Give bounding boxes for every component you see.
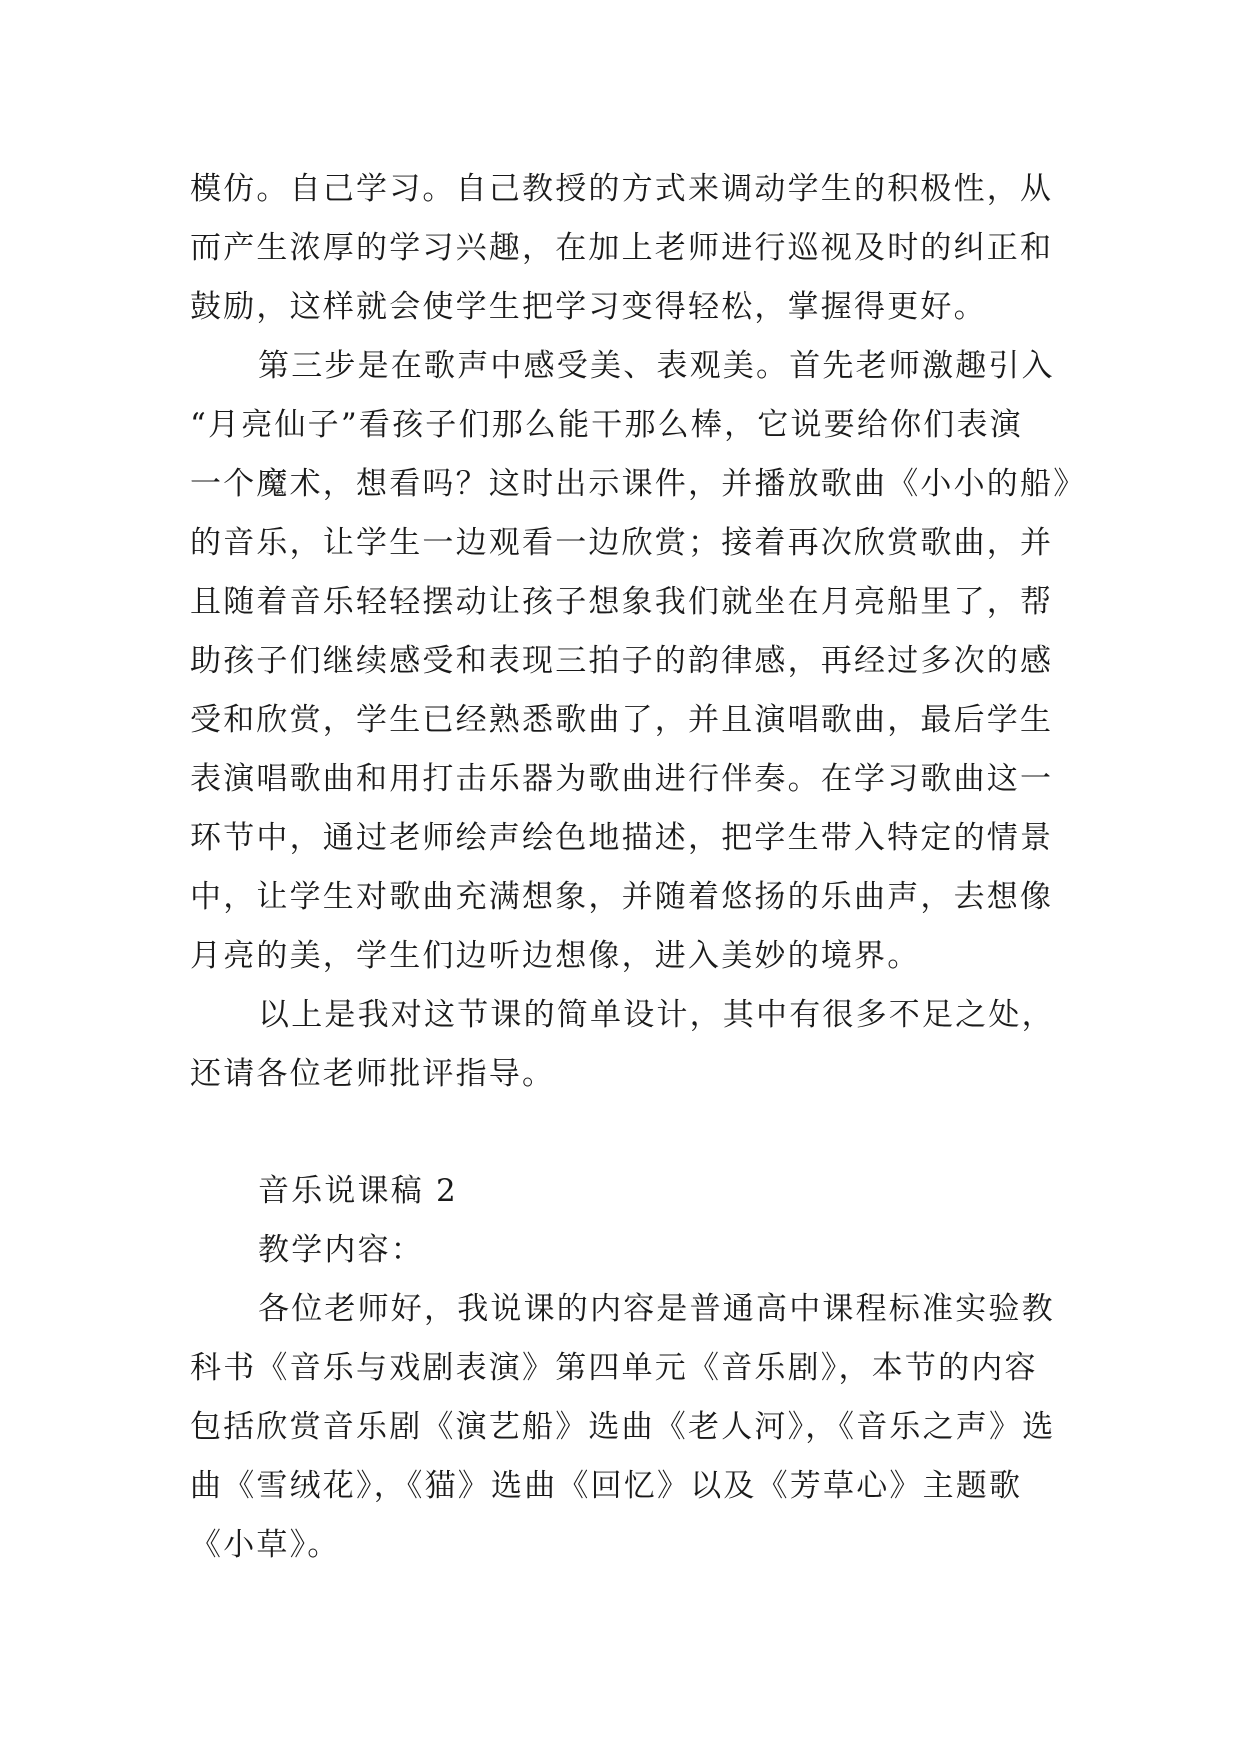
- paragraph-line: 各位老师好，我说课的内容是普通高中课程标准实验教: [258, 1291, 1055, 1327]
- paragraph-line: 月亮的美，学生们边听边想像，进入美妙的境界。: [190, 938, 921, 974]
- paragraph-line: 曲《雪绒花》，《猫》选曲《回忆》以及《芳草心》主题歌: [190, 1468, 1023, 1504]
- paragraph-line: 受和欣赏，学生已经熟悉歌曲了，并且演唱歌曲，最后学生: [190, 702, 1054, 738]
- section-title: 音乐说课稿 2: [258, 1173, 458, 1209]
- paragraph-line: 且随着音乐轻轻摆动让孩子想象我们就坐在月亮船里了，帮: [190, 584, 1054, 620]
- paragraph-line: 科书《音乐与戏剧表演》第四单元《音乐剧》，本节的内容: [190, 1350, 1038, 1386]
- paragraph-line: 表演唱歌曲和用打击乐器为歌曲进行伴奏。在学习歌曲这一: [190, 761, 1054, 797]
- paragraph-line: 《小草》。: [190, 1527, 341, 1563]
- paragraph-line: 一个魔术，想看吗？这时出示课件，并播放歌曲《小小的船》: [190, 466, 1087, 502]
- paragraph-line: “月亮仙子”看孩子们那么能干那么棒，它说要给你们表演: [190, 407, 1023, 443]
- section-spacer: [190, 1104, 1050, 1162]
- paragraph-line: 以上是我对这节课的简单设计，其中有很多不足之处，: [258, 997, 1055, 1033]
- paragraph-line: 而产生浓厚的学习兴趣，在加上老师进行巡视及时的纠正和: [190, 230, 1054, 266]
- paragraph-1: [190, 160, 1054, 337]
- paragraph-line: 助孩子们继续感受和表现三拍子的韵律感，再经过多次的感: [190, 643, 1054, 679]
- paragraph-line: 模仿。自己学习。自己教授的方式来调动学生的积极性，从: [190, 171, 1054, 207]
- paragraph-3: [190, 986, 1055, 1104]
- paragraph-line: 中，让学生对歌曲充满想象，并随着悠扬的乐曲声，去想像: [190, 879, 1054, 915]
- paragraph-line: 环节中，通过老师绘声绘色地描述，把学生带入特定的情景: [190, 820, 1054, 856]
- paragraph-2: [190, 337, 1087, 986]
- paragraph-line: 第三步是在歌声中感受美、表观美。首先老师激趣引入: [258, 348, 1055, 384]
- paragraph-line: 还请各位老师批评指导。: [190, 1056, 556, 1092]
- section-subtitle: 教学内容：: [258, 1232, 424, 1268]
- paragraph-line: 鼓励，这样就会使学生把学习变得轻松，掌握得更好。: [190, 289, 987, 325]
- paragraph-line: 的音乐，让学生一边观看一边欣赏；接着再次欣赏歌曲，并: [190, 525, 1054, 561]
- section-2: [190, 1162, 1056, 1575]
- document-page: [190, 160, 1087, 1575]
- paragraph-line: 包括欣赏音乐剧《演艺船》选曲《老人河》，《音乐之声》选: [190, 1409, 1056, 1445]
